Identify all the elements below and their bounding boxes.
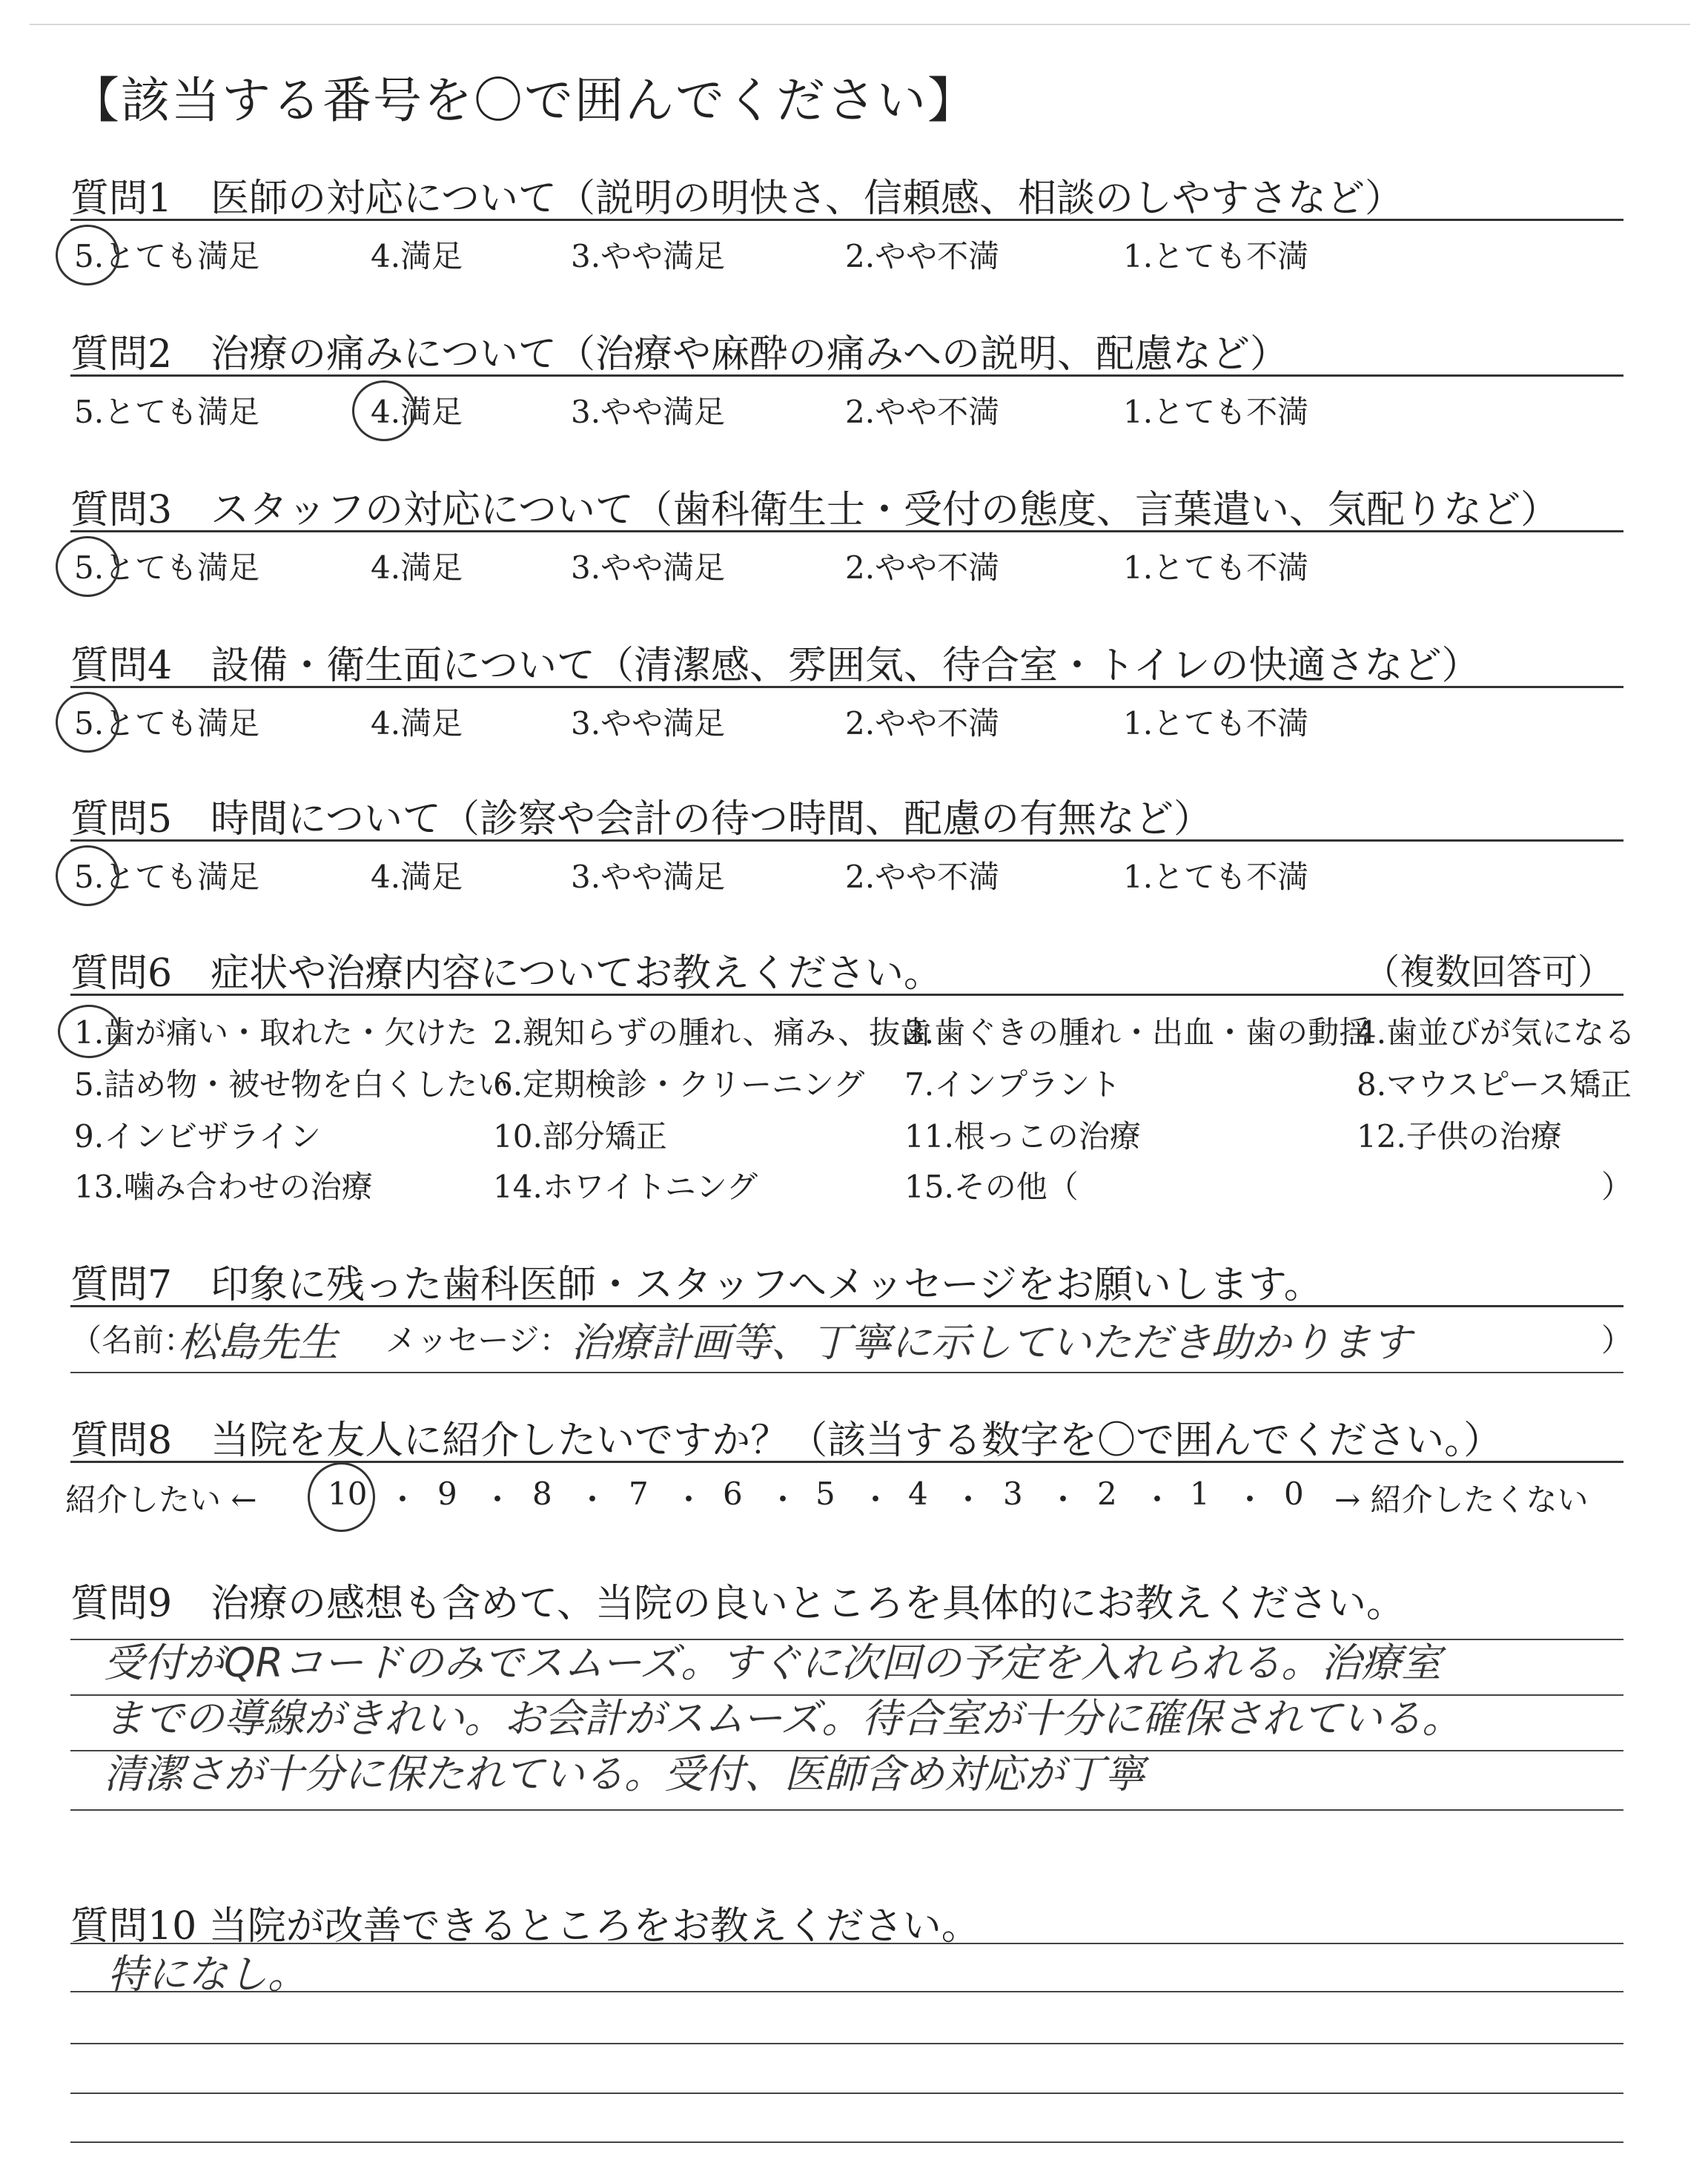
rating-option[interactable]: 5.とても満足 bbox=[74, 394, 260, 430]
recommend-number[interactable]: 7 bbox=[629, 1476, 649, 1512]
symptom-option[interactable]: 11.根っこの治療 bbox=[904, 1118, 1141, 1155]
question-title: 質問8 当院を友人に紹介したいですか？（該当する数字を〇で囲んでください。） bbox=[70, 1418, 1503, 1463]
rating-option[interactable]: 3.やや満足 bbox=[571, 238, 726, 274]
symptom-option[interactable]: 5.詰め物・被せ物を白くしたい bbox=[74, 1066, 509, 1103]
question-title: 質問4 設備・衛生面について（清潔感、雰囲気、待合室・トイレの快適さなど） bbox=[70, 644, 1480, 688]
question-rule bbox=[70, 374, 1623, 377]
question-rule bbox=[70, 839, 1623, 842]
rating-option[interactable]: 1.とても不満 bbox=[1123, 705, 1309, 742]
recommend-number[interactable]: 1 bbox=[1190, 1476, 1210, 1512]
symptom-option[interactable]: 6.定期検診・クリーニング bbox=[493, 1066, 865, 1103]
question-title: 質問1 医師の対応について（説明の明快さ、信頼感、相談のしやすさなど） bbox=[70, 176, 1403, 221]
rating-option[interactable]: 5.とても満足 bbox=[74, 859, 260, 895]
close-paren: ） bbox=[1601, 1322, 1633, 1358]
dot-separator: ・ bbox=[673, 1482, 705, 1518]
symptom-option[interactable]: 9.インビザライン bbox=[74, 1118, 321, 1155]
question-title: 質問9 治療の感想も含めて、当院の良いところを具体的にお教えください。 bbox=[70, 1582, 1406, 1626]
top-rule bbox=[30, 24, 1690, 25]
name-value: 松島先生 bbox=[178, 1319, 338, 1366]
dot-separator: ・ bbox=[953, 1482, 984, 1518]
rating-option[interactable]: 2.やや不満 bbox=[845, 394, 1000, 430]
rating-option[interactable]: 1.とても不満 bbox=[1123, 238, 1309, 274]
symptom-option[interactable]: 7.インプラント bbox=[904, 1066, 1122, 1103]
rating-option[interactable]: 2.やや不満 bbox=[845, 238, 1000, 274]
dot-separator: ・ bbox=[767, 1482, 799, 1518]
symptom-option[interactable]: 14.ホワイトニング bbox=[493, 1169, 758, 1205]
recommend-number[interactable]: 8 bbox=[532, 1476, 552, 1512]
rating-option[interactable]: 3.やや満足 bbox=[571, 859, 726, 895]
answer-line bbox=[70, 2043, 1623, 2044]
rating-option[interactable]: 2.やや不満 bbox=[845, 705, 1000, 742]
question-title: 質問10 当院が改善できるところをお教えください。 bbox=[70, 1904, 980, 1949]
handwritten-answer: 特になし。 bbox=[107, 1951, 308, 1998]
dot-separator: ・ bbox=[482, 1482, 514, 1518]
symptom-option[interactable]: 12.子供の治療 bbox=[1357, 1118, 1562, 1155]
rating-option[interactable]: 4.満足 bbox=[371, 549, 463, 586]
selected-mark-circle bbox=[56, 225, 119, 285]
recommend-number[interactable]: 9 bbox=[437, 1476, 457, 1512]
rating-option[interactable]: 5.とても満足 bbox=[74, 238, 260, 274]
form-title: 【該当する番号を〇で囲んでください】 bbox=[70, 72, 978, 129]
question-title: 質問2 治療の痛みについて（治療や麻酔の痛みへの説明、配慮など） bbox=[70, 332, 1289, 377]
question-title: 質問7 印象に残った歯科医師・スタッフへメッセージをお願いします。 bbox=[70, 1263, 1323, 1307]
rating-option[interactable]: 2.やや不満 bbox=[845, 549, 1000, 586]
selected-mark-circle bbox=[56, 536, 119, 597]
recommend-left-label: 紹介したい ← bbox=[65, 1482, 257, 1518]
dot-separator: ・ bbox=[1234, 1482, 1266, 1518]
symptom-option[interactable]: 8.マウスピース矯正 bbox=[1357, 1066, 1632, 1103]
rating-option[interactable]: 3.やや満足 bbox=[571, 705, 726, 742]
selected-mark-circle bbox=[352, 380, 416, 441]
question-title: 質問3 スタッフの対応について（歯科衛生士・受付の態度、言葉遣い、気配りなど） bbox=[70, 488, 1560, 532]
answer-line bbox=[70, 2093, 1623, 2094]
answer-line bbox=[70, 1809, 1623, 1811]
rating-option[interactable]: 4.満足 bbox=[371, 859, 463, 895]
symptom-option[interactable]: 2.親知らずの腫れ、痛み、抜歯 bbox=[493, 1014, 932, 1051]
symptom-option[interactable]: 10.部分矯正 bbox=[493, 1118, 667, 1155]
recommend-number[interactable]: 3 bbox=[1003, 1476, 1023, 1512]
recommend-number[interactable]: 5 bbox=[815, 1476, 835, 1512]
question-rule bbox=[70, 1305, 1623, 1307]
message-value: 治療計画等、丁寧に示していただき助かります bbox=[571, 1319, 1411, 1366]
handwritten-answer: 受付がQRコードのみでスムーズ。すぐに次回の予定を入れられる。治療室 bbox=[104, 1639, 1442, 1686]
symptom-option[interactable]: 15.その他（ bbox=[904, 1169, 1079, 1205]
recommend-number[interactable]: 2 bbox=[1097, 1476, 1117, 1512]
recommend-number[interactable]: 4 bbox=[908, 1476, 928, 1512]
selected-mark-circle bbox=[308, 1462, 375, 1532]
rating-option[interactable]: 1.とても不満 bbox=[1123, 859, 1309, 895]
handwritten-answer: までの導線がきれい。お会計がスムーズ。待合室が十分に確保されている。 bbox=[104, 1695, 1463, 1742]
rating-option[interactable]: 5.とても満足 bbox=[74, 705, 260, 742]
selected-mark-circle bbox=[58, 1005, 120, 1058]
dot-separator: ・ bbox=[1142, 1482, 1174, 1518]
dot-separator: ・ bbox=[1047, 1482, 1079, 1518]
question-rule bbox=[70, 686, 1623, 688]
question-title: 質問6 症状や治療内容についてお教えください。 bbox=[70, 951, 943, 996]
dot-separator: ・ bbox=[860, 1482, 892, 1518]
rating-option[interactable]: 2.やや不満 bbox=[845, 859, 1000, 895]
name-label: （名前： bbox=[70, 1322, 196, 1358]
symptom-option[interactable]: 3.歯ぐきの腫れ・出血・歯の動揺 bbox=[904, 1014, 1371, 1051]
rating-option[interactable]: 4.満足 bbox=[371, 238, 463, 274]
dot-separator: ・ bbox=[387, 1482, 419, 1518]
symptom-option[interactable]: 4.歯並びが気になる bbox=[1357, 1014, 1636, 1051]
answer-line bbox=[70, 1372, 1623, 1373]
rating-option[interactable]: 4.満足 bbox=[371, 705, 463, 742]
question-rule bbox=[70, 994, 1623, 996]
dot-separator: ・ bbox=[577, 1482, 609, 1518]
recommend-number[interactable]: 6 bbox=[723, 1476, 743, 1512]
rating-option[interactable]: 3.やや満足 bbox=[571, 549, 726, 586]
recommend-right-label: → 紹介したくない bbox=[1334, 1482, 1589, 1518]
selected-mark-circle bbox=[56, 692, 119, 753]
symptom-option[interactable]: 1.歯が痛い・取れた・欠けた bbox=[74, 1014, 478, 1051]
rating-option[interactable]: 1.とても不満 bbox=[1123, 394, 1309, 430]
recommend-number[interactable]: 10 bbox=[328, 1476, 368, 1512]
question-rule bbox=[70, 1461, 1623, 1463]
handwritten-answer: 清潔さが十分に保たれている。受付、医師含め対応が丁寧 bbox=[104, 1751, 1145, 1797]
question-rule bbox=[70, 219, 1623, 221]
selected-mark-circle bbox=[56, 845, 119, 906]
rating-option[interactable]: 5.とても満足 bbox=[74, 549, 260, 586]
rating-option[interactable]: 3.やや満足 bbox=[571, 394, 726, 430]
message-label: メッセージ： bbox=[385, 1322, 571, 1358]
question-title: 質問5 時間について（診察や会計の待つ時間、配慮の有無など） bbox=[70, 797, 1213, 842]
close-paren: ） bbox=[1601, 1169, 1633, 1205]
multiple-answer-note: （複数回答可） bbox=[1364, 951, 1614, 993]
answer-line bbox=[70, 2141, 1623, 2143]
symptom-option[interactable]: 13.噛み合わせの治療 bbox=[74, 1169, 373, 1205]
rating-option[interactable]: 4.満足 bbox=[371, 394, 463, 430]
recommend-number[interactable]: 0 bbox=[1284, 1476, 1304, 1512]
question-rule bbox=[70, 530, 1623, 532]
rating-option[interactable]: 1.とても不満 bbox=[1123, 549, 1309, 586]
